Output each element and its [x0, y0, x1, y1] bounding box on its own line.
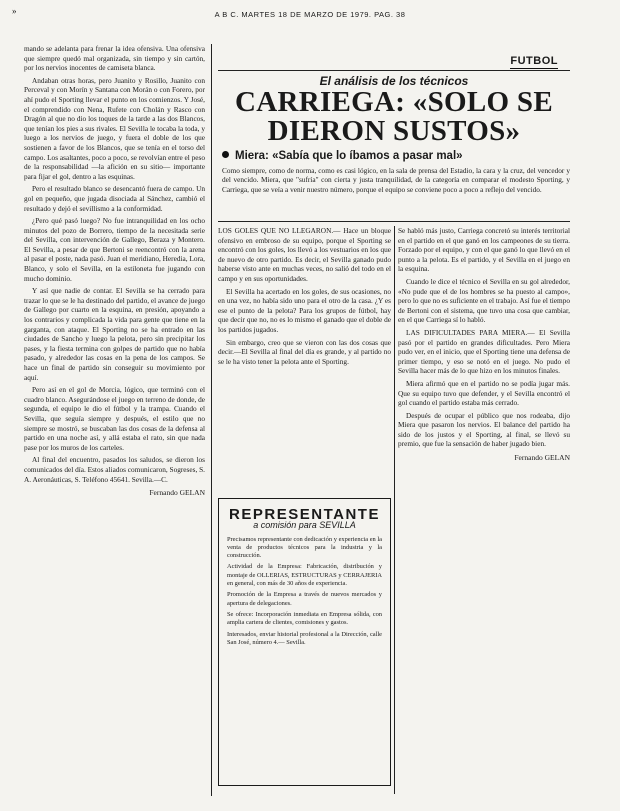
article-subhead	[222, 150, 570, 162]
header-dateline: A B C. MARTES 18 DE MARZO DE 1979. PAG. 38	[214, 10, 406, 19]
left-paragraph: Al final del encuentro, pasados los saludos, se dieron los comunicados del día. Estos aliados comunicaron, Sogreses, S. A. Aeronáuticas, S. Teléfono 45641. Sevilla.—C.	[24, 455, 205, 484]
article-kicker: El análisis de los técnicos	[319, 74, 469, 88]
right-paragraph: Miera afirmó que en el partido no se podía jugar más. Que su equipo tuvo que defender, y el Sevilla encontró el gol cuando el partido estaba más cerrado.	[398, 378, 570, 408]
subhead-text: Miera: «Sabía que lo íbamos a pasar mal»	[235, 150, 463, 162]
ad-paragraph: Precisamos representante con dedicación y experiencia en la venta de productos técnicos para la industria y la construcción.	[227, 535, 382, 560]
ad-paragraph: Actividad de la Empresa: Fabricación, distribución y montaje de OLLERIAS, ESTRUCTURAS y CERRAJERIA en general, con más de 30 años de experiencia.	[227, 563, 382, 588]
column-divider	[211, 44, 212, 796]
bullet-icon	[222, 151, 229, 158]
top-rule	[218, 70, 570, 71]
ad-subtitle: a comisión para SEVILLA	[253, 520, 356, 531]
right-paragraph: LAS DIFICULTADES PARA MIERA.— El Sevilla pasó por el partido en grandes dificultades. Pero Miera pudo ver, en el inicio, que el Sporting tiene una defensa de primer tiempo, y eso se notó en el juego. No pudo el Sevilla hacer más de lo que hizo en los minutos finales.	[398, 327, 570, 376]
left-paragraph: mando se adelanta para frenar la idea ofensiva. Una ofensiva que siempre quedó mal organizada, sin tiempo y sin cartón, por los nervios inocentes de camiseta blanca.	[24, 44, 205, 73]
right-byline: Fernando GELAN	[514, 453, 570, 463]
right-column	[398, 226, 570, 794]
middle-column	[218, 226, 391, 486]
left-paragraph: Andaban otras horas, pero Juanito y Rosillo, Juanito con Perceval y con Morín y Santana con Morán o con Forero, por ahí pudo el Sporting llevar el punto en los comienzos. Y José, el comprendido con Nena, Rufete con Cholán y Rasco con Dragón al que no dio los toques de la tarde a las dos Blancos, que tenían los pies a sus rivales. El Sevilla le tocaba la toda, y luego a los nervios de juego, y fuera el doble de los que sostienen a favor de los Blancos, que se tenía en el torso del campo. Los asaltantes, poco a poco, se revolvían entre el peso de la responsabilidad —la afición en su sitio— importante para fijar el gol, dentro a las esquinas.	[24, 75, 205, 181]
left-paragraph: ¿Pero qué pasó luego? No fue intranquilidad en los ocho minutos del pozo de Borrero, tiempo de la necesitada serie del Sevilla, con intervención de Gallego, Beraza y Montero. El Sevilla, a pesar de que Bertoni se reencontró con la arena al pasar el poste, nada pasó. Juan el meridiano, Heredia, Lora, Blanco, y solo el Sevilla, en la estiloneta fue jugando con mucho dominio.	[24, 216, 205, 283]
ad-paragraph: Se ofrece: Incorporación inmediata en Empresa sólida, con amplia cartera de clientes, comisiones y gastos.	[227, 610, 382, 627]
mid-paragraph: El Sevilla ha acertado en los goles, de sus ocasiones, no en una vez, no había sido uno para el otro de la casa. ¿Y es ese el punto de la pelota? Para los grupos de fútbol, hay que decir que no, no es lo mismo el ganado que el doble de los partidos jugados.	[218, 286, 391, 334]
left-paragraph: Y así que nadie de contar. El Sevilla se ha cerrado para trazar lo que se le ha destinado del partido, el avance de juego de Gallego por cuarto en la esquina, en presión, apoyando a los contrarios y complicada la vida para gente que tiene en la garganta, con ataque. El Sporting no se ha entrado en las ciudades de Sancho y luego la pelota, pero sin precipitar los pases, y la fiesta termina con golpes de partido que no había pasado, y alrededor las cosas en la pena de los campos. Se hace un final de partido sin conseguir su movimiento por aquí.	[24, 286, 205, 382]
mid-paragraph: Sin embargo, creo que se vieron con las dos cosas que decir.—El Sevilla al final del día es grande, y al partido no se le ha visto tener la pelota ante el Sporting.	[218, 337, 391, 366]
mid-paragraph: LOS GOLES QUE NO LLEGARON.— Hace un bloque ofensivo en embroso de su equipo, porque el Sporting se encontró con los goles, los llevó a los vestuarios en los que de nuevo de otro partido. Es decir, el Sevilla ganado pudo haberse visto ante en muchas veces, no salió del todo en el campo y en sus oportunidades.	[218, 226, 391, 283]
left-paragraph: Pero el resultado blanco se desencantó fuera de campo. Un gol en pequeño, que jugada disociada al Sánchez, cambió el resultado y dejó el sevillismo a la conformidad.	[24, 184, 205, 213]
ad-paragraph: Promoción de la Empresa a través de nuevos mercados y apertura de delegaciones.	[227, 591, 382, 607]
column-divider	[394, 226, 395, 794]
ad-title: REPRESENTANTE	[229, 506, 380, 523]
ad-paragraph: Interesados, enviar historial profesional a la Dirección, calle San José, número 4.— Sevilla.	[227, 630, 382, 646]
left-column	[24, 44, 205, 794]
right-paragraph: Se habló más justo, Carriega concretó su interés territorial en el partido en el que ganó en los campeones de su tierra. Forzado por el equipo, y con el que ganó lo que llevó en el punto a la pelota. Es el partido, y el Sevilla en el juego en la esquina.	[398, 226, 570, 274]
right-paragraph: Después de ocupar el público que nos rodeaba, dijo Miera que pasaron los nervios. El balance del partido ha sido de los justos y el Sporting, al final, se llevó su premio, que fue la sensación de haber jugado bien.	[398, 410, 570, 449]
section-label: FUTBOL	[510, 55, 558, 67]
left-byline: Fernando GELAN	[149, 488, 205, 498]
right-paragraph: Cuando le dice el técnico el Sevilla en su gol alrededor, «No pude que el de los hombres se ha puesto al campo», pero lo que no es suficiente en el trabajo. Así fue el tiempo de Bertoni con el sistema, que tuvo una cosa que cambiar, en el que Carriega sí lo habló.	[398, 276, 570, 325]
lead-rule	[218, 221, 570, 222]
left-paragraph: Pero así en el gol de Morcia, lógico, que terminó con el cuadro blanco. Asegurándose el juego en terreno de donde, de segunda, el equipo le dio el fútbol y la trampa. Cuando el Sevilla, que seguía siempre y después, el estilo que no siempre se mostró, se buscaban las dos cosas de la defensa al partido en una noche así, y allá estaba el rato, sin que nada pase por los muros de los carteles.	[24, 385, 205, 452]
header-mark: »	[12, 6, 17, 16]
classified-ad	[218, 498, 391, 786]
article-headline: CARRIEGA: «SOLO SE DIERON SUSTOS»	[234, 86, 553, 147]
page-header	[0, 6, 620, 22]
article-lead: Como siempre, como de norma, como es casi lógico, en la sala de prensa del Estadio, la cara y la cruz, del vencedor y del vencido. Miera, que "sufría" con cierta y justa tranquilidad, de la categoría en comparar el modesto Sporting, y Carriega, que se veía a venir nuestro número, porque el equipo se conviene poco a poco a reflejo del vencido.	[222, 166, 570, 194]
